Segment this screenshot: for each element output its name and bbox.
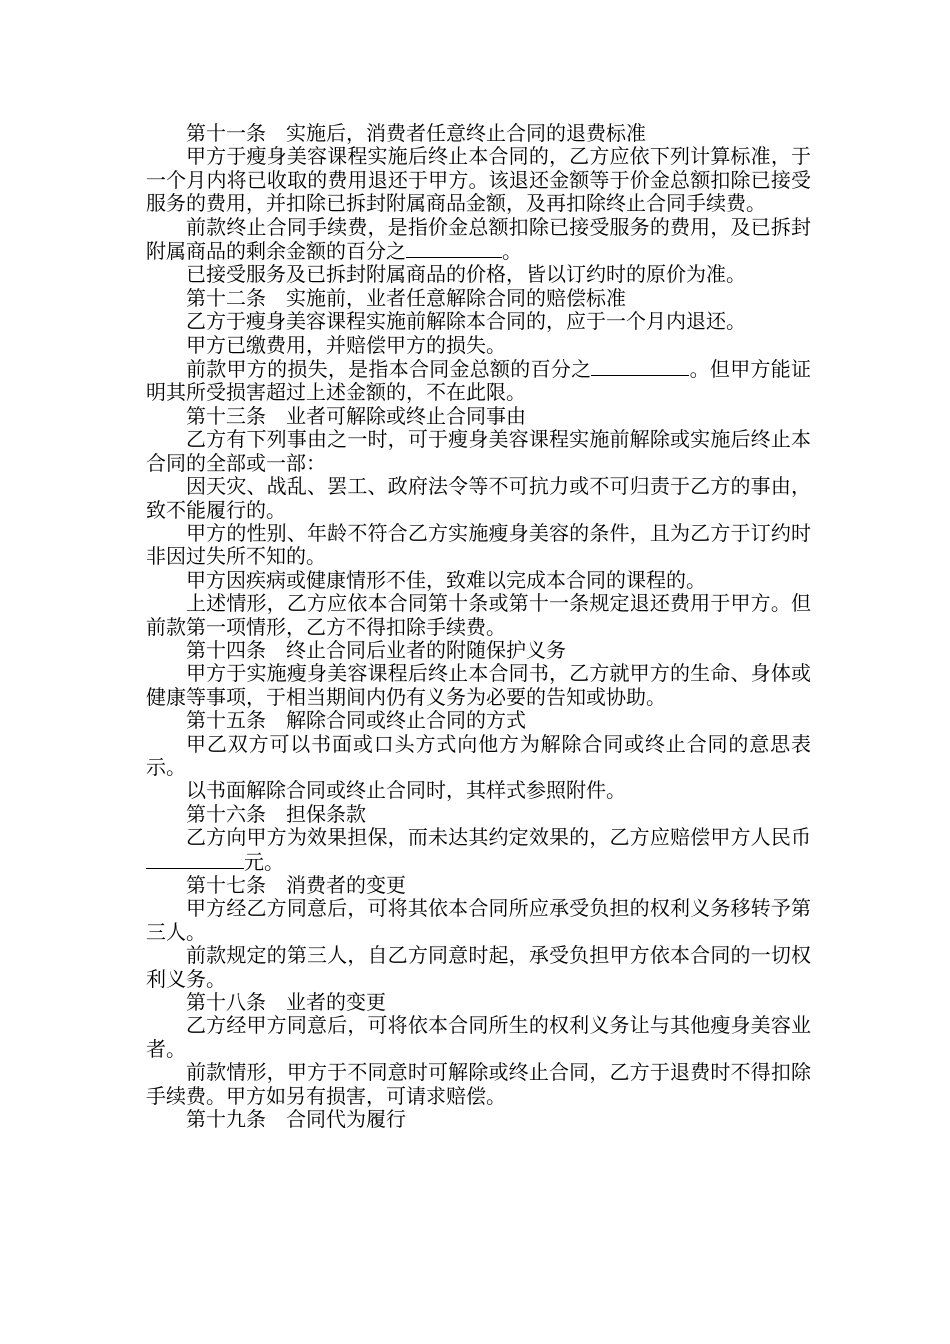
article-13-item-1: 因天灾、战乱、罢工、政府法令等不可抗力或不可归责于乙方的事由，致不能履行的。 (146, 474, 811, 522)
article-11-paragraph-3: 已接受服务及已拆封附属商品的价格，皆以订约时的原价为准。 (186, 262, 746, 287)
article-15-paragraph-1: 甲乙双方可以书面或口头方式向他方为解除合同或终止合同的意思表示。 (146, 731, 811, 779)
article-18-heading: 第十八条 业者的变更 (186, 990, 386, 1015)
article-13-paragraph-1: 乙方有下列事由之一时，可于瘦身美容课程实施前解除或实施后终止本合同的全部或一部： (146, 427, 811, 475)
article-17-paragraph-2: 前款规定的第三人，自乙方同意时起，承受负担甲方依本合同的一切权利义务。 (146, 943, 811, 991)
article-11-heading: 第十一条 实施后，消费者任意终止合同的退费标准 (186, 121, 646, 145)
article-15-paragraph-2: 以书面解除合同或终止合同时，其样式参照附件。 (186, 778, 626, 803)
fill-blank-amount (146, 850, 244, 869)
article-15-heading: 第十五条 解除合同或终止合同的方式 (186, 708, 526, 733)
article-11-paragraph-2: 前款终止合同手续费，是指价金总额扣除已接受服务的费用，及已拆封附属商品的剩余金额的百分之 。 (146, 214, 811, 264)
article-12-heading: 第十二条 实施前，业者任意解除合同的赔偿标准 (186, 285, 626, 310)
article-12-paragraph-2: 甲方已缴费用，并赔偿甲方的损失。 (186, 332, 506, 357)
article-13-item-3: 甲方因疾病或健康情形不佳，致难以完成本合同的课程的。 (186, 567, 706, 592)
article-13-item-2: 甲方的性别、年龄不符合乙方实施瘦身美容的条件，且为乙方于订约时非因过失所不知的。 (146, 520, 811, 569)
article-14-heading: 第十四条 终止合同后业者的附随保护义务 (186, 637, 566, 662)
article-11-paragraph-1: 甲方于瘦身美容课程实施后终止本合同的，乙方应依下列计算标准，于一个月内将已收取的费用退还于甲方。该退还金额等于价金总额扣除已接受服务的费用，并扣除已拆封附属商品金额，及再扣除终止合同手续费。 (146, 144, 811, 216)
article-13-paragraph-2: 上述情形，乙方应依本合同第十条或第十一条规定退还费用于甲方。但前款第一项情形，乙方不得扣除手续费。 (146, 591, 811, 639)
article-18-paragraph-1: 乙方经甲方同意后，可将依本合同所生的权利义务让与其他瘦身美容业者。 (146, 1013, 811, 1061)
fill-blank-percentage-loss (591, 357, 689, 376)
article-18-paragraph-2: 前款情形，甲方于不同意时可解除或终止合同，乙方于退费时不得扣除手续费。甲方如另有损害，可请求赔偿。 (146, 1060, 811, 1108)
article-17-paragraph-1: 甲方经乙方同意后，可将其依本合同所应承受负担的权利义务移转予第三人。 (146, 896, 811, 944)
article-17-heading: 第十七条 消费者的变更 (186, 873, 406, 897)
article-14-paragraph-1: 甲方于实施瘦身美容课程后终止本合同书，乙方就甲方的生命、身体或健康等事项，于相当期间内仍有义务为必要的告知或协助。 (146, 661, 811, 709)
document-page (146, 122, 811, 1131)
fill-blank-percentage-fee (406, 239, 502, 258)
article-16-paragraph-1: 乙方向甲方为效果担保，而未达其约定效果的，乙方应赔偿甲方人民币元。 (146, 826, 811, 874)
article-19-heading: 第十九条 合同代为履行 (186, 1107, 406, 1132)
article-12-paragraph-3: 前款甲方的损失，是指本合同金总额的百分之 。但甲方能证明其所受损害超过上述金额的，不在此限。 (146, 357, 812, 405)
article-13-heading: 第十三条 业者可解除或终止合同事由 (186, 403, 526, 428)
article-16-heading: 第十六条 担保条款 (186, 801, 366, 826)
article-12-paragraph-1: 乙方于瘦身美容课程实施前解除本合同的，应于一个月内退还。 (186, 309, 746, 334)
